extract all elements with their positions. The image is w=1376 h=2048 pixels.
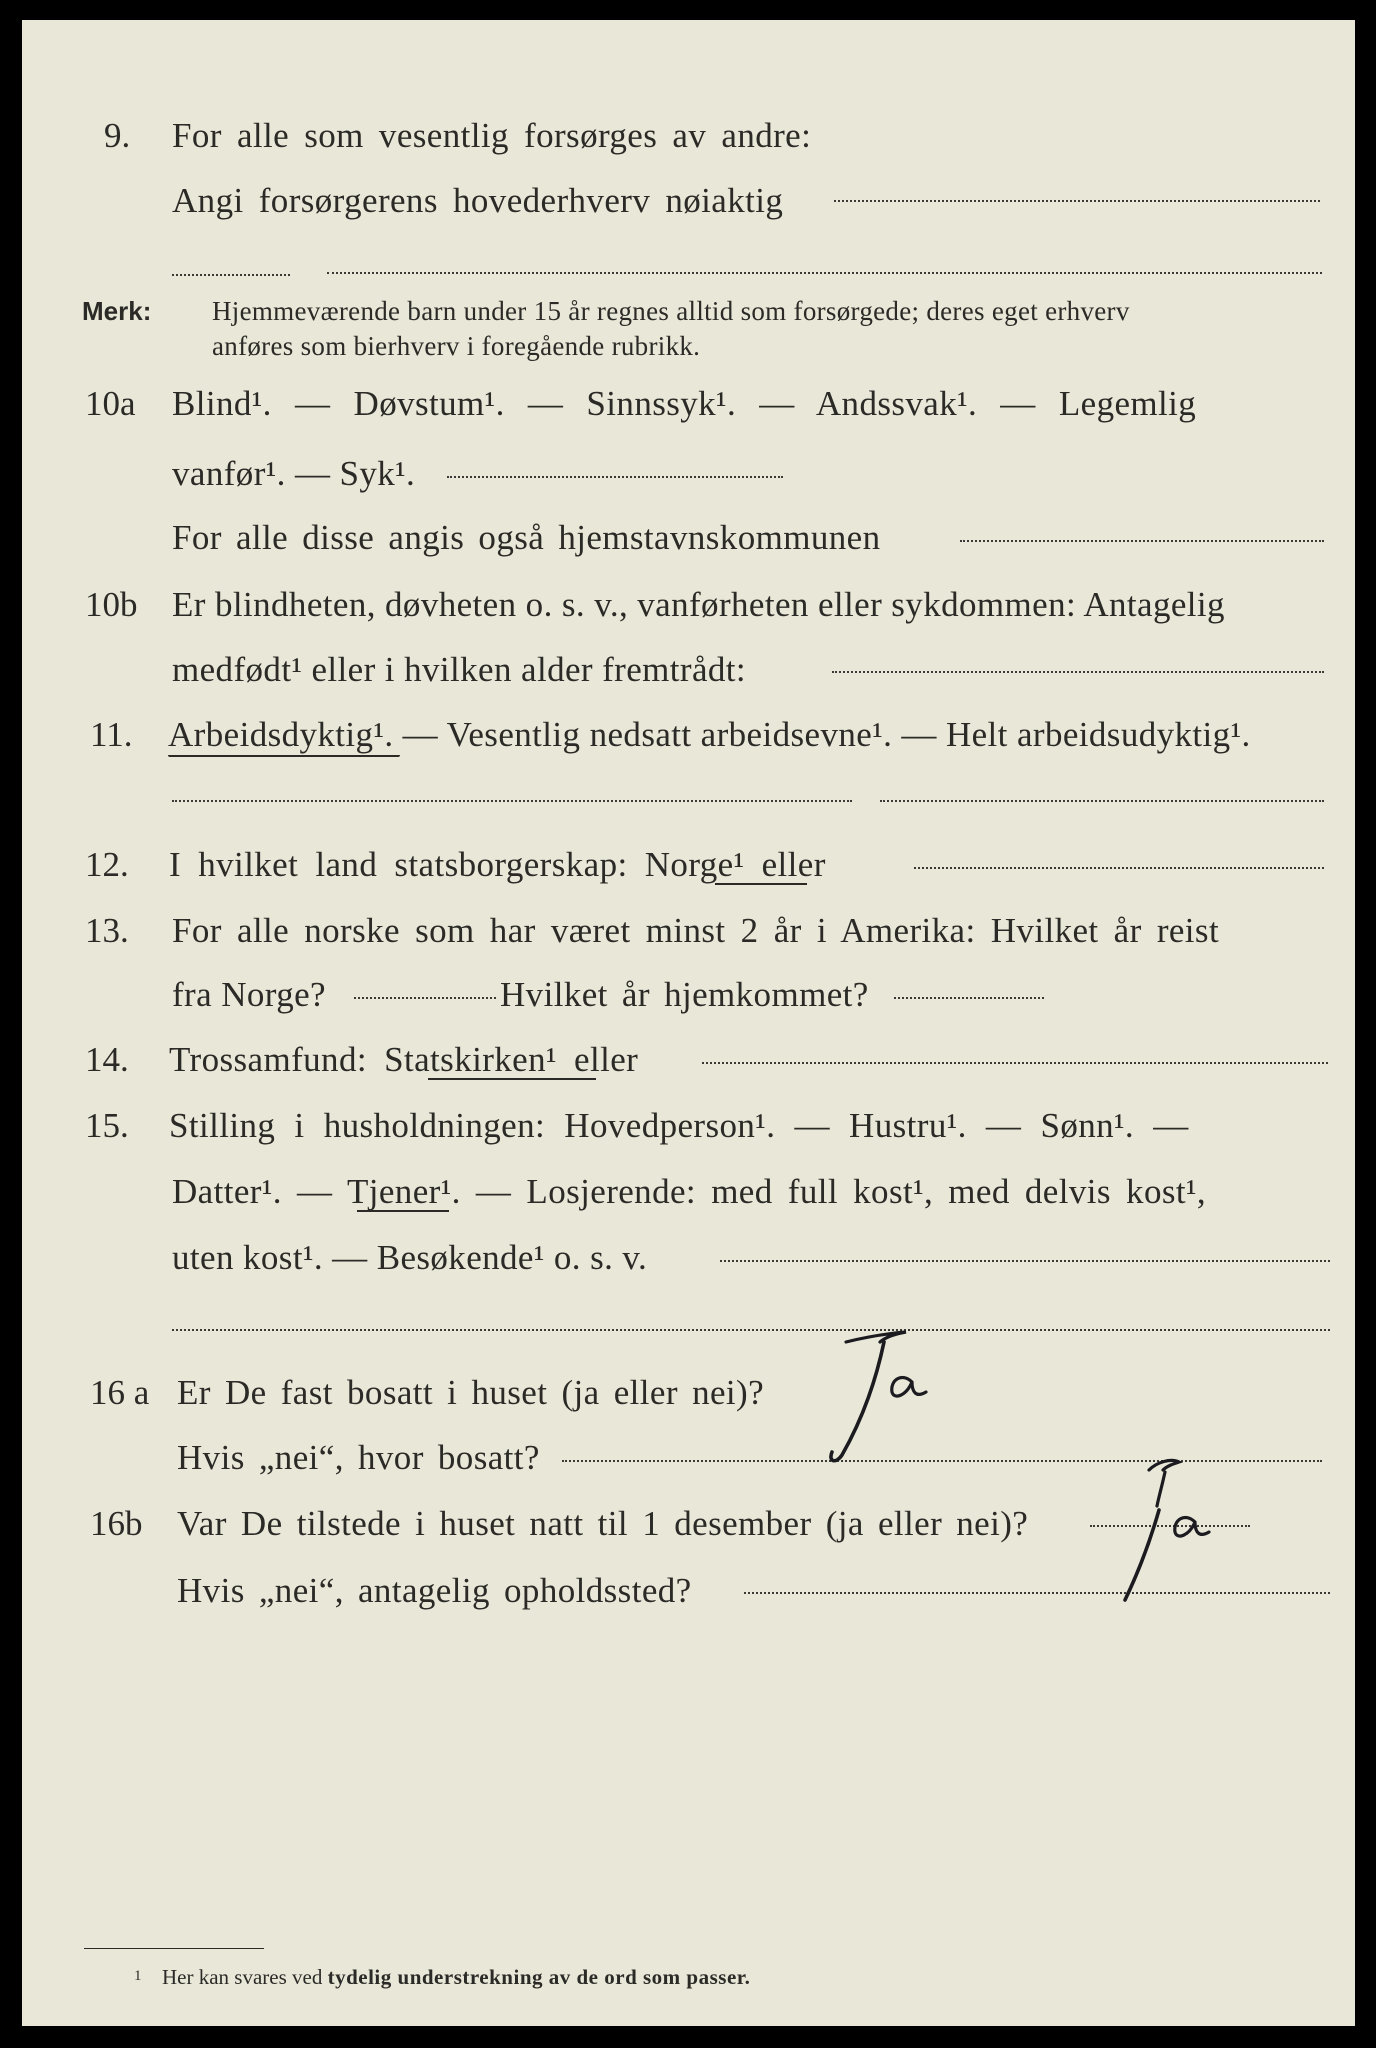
- q13-reist-line: [354, 997, 496, 999]
- q9-answer-line: [834, 200, 1320, 202]
- merk-label: Merk:: [82, 296, 152, 326]
- q15-answer-line: [720, 1260, 1330, 1262]
- q10b-number: 10b: [85, 585, 138, 624]
- q9-line2: Angi forsørgerens hovederhverv nøiaktig: [172, 181, 784, 220]
- q12-number: 12.: [85, 845, 129, 884]
- q16a-number: 16 a: [90, 1373, 150, 1412]
- q10b-line1: Er blindheten, døvheten o. s. v., vanførheten eller sykdommen: Antagelig: [172, 585, 1225, 624]
- q13-line2a: fra Norge?: [172, 975, 326, 1014]
- q16a-line1: Er De fast bosatt i huset (ja eller nei)?: [177, 1373, 765, 1412]
- q15-line3: uten kost¹. — Besøkende¹ o. s. v.: [172, 1238, 648, 1277]
- q15-underline-tjener: [357, 1210, 449, 1212]
- q11-answer-line-b: [880, 800, 1324, 802]
- q11-underline-arbeidsdyktig: [168, 755, 400, 757]
- footnote-text-plain: Her kan svares ved: [162, 1965, 323, 1989]
- handwritten-ja-16b: [1087, 1450, 1247, 1620]
- q10b-answer-line: [832, 671, 1324, 673]
- q13-line2b: Hvilket år hjemkommet?: [500, 975, 869, 1014]
- merk-line2: anføres som bierhverv i foregående rubrikk.: [212, 331, 701, 361]
- q10a-line1: Blind¹. — Døvstum¹. — Sinnssyk¹. — Andssvak¹. — Legemlig: [172, 384, 1197, 423]
- q15-number: 15.: [85, 1106, 129, 1145]
- q14-number: 14.: [85, 1040, 129, 1079]
- q10b-line2: medfødt¹ eller i hvilken alder fremtrådt:: [172, 650, 747, 689]
- q9-number: 9.: [104, 116, 131, 155]
- q13-number: 13.: [85, 911, 129, 950]
- footnote-rule: [84, 1948, 264, 1949]
- footnote-text-bold: tydelig understrekning av de ord som passer.: [327, 1965, 751, 1989]
- q9-line1: For alle som vesentlig forsørges av andre:: [172, 116, 812, 155]
- q10a-number: 10a: [85, 384, 136, 423]
- q10a-hjemstavn-line: [960, 540, 1324, 542]
- q14-answer-line: [702, 1062, 1328, 1064]
- merk-line1: Hjemmeværende barn under 15 år regnes alltid som forsørgede; deres eget erhverv: [212, 296, 1130, 326]
- q10a-answer-line: [447, 476, 783, 478]
- q10a-line2: vanfør¹. — Syk¹.: [172, 454, 416, 493]
- handwritten-ja-16a: [802, 1320, 982, 1480]
- q11-number: 11.: [90, 715, 133, 754]
- q13-line1: For alle norske som har været minst 2 år i Amerika: Hvilket år reist: [172, 911, 1220, 950]
- q14-line1: Trossamfund: Statskirken¹ eller: [169, 1040, 639, 1079]
- footnote-marker: 1: [134, 1968, 142, 1984]
- q13-hjemkommet-line: [894, 997, 1044, 999]
- q15-answer-line-2: [172, 1329, 1330, 1331]
- q16b-number: 16b: [90, 1504, 143, 1543]
- q16b-line2: Hvis „nei“, antagelig opholdssted?: [177, 1571, 692, 1610]
- q9-answer-line-2b: [327, 272, 1322, 274]
- q14-underline-statskirken: [428, 1078, 596, 1080]
- footnote-text: [162, 1965, 750, 1990]
- q12-answer-line: [914, 867, 1324, 869]
- q16a-line2: Hvis „nei“, hvor bosatt?: [177, 1438, 540, 1477]
- q12-underline-norge: [715, 883, 807, 885]
- q11-answer-line-a: [172, 800, 852, 802]
- census-form-page: [22, 20, 1355, 2026]
- q12-line1: I hvilket land statsborgerskap: Norge¹ eller: [169, 845, 826, 884]
- q11-line1: Arbeidsdyktig¹. — Vesentlig nedsatt arbeidsevne¹. — Helt arbeidsudyktig¹.: [168, 715, 1251, 754]
- q16b-line1: Var De tilstede i huset natt til 1 desember (ja eller nei)?: [177, 1504, 1029, 1543]
- q15-line1: Stilling i husholdningen: Hovedperson¹. — Hustru¹. — Sønn¹. —: [169, 1106, 1189, 1145]
- q15-line2: Datter¹. — Tjener¹. — Losjerende: med full kost¹, med delvis kost¹,: [172, 1172, 1207, 1211]
- q9-answer-line-2a: [172, 274, 290, 276]
- q10a-line3: For alle disse angis også hjemstavnskommunen: [172, 518, 881, 557]
